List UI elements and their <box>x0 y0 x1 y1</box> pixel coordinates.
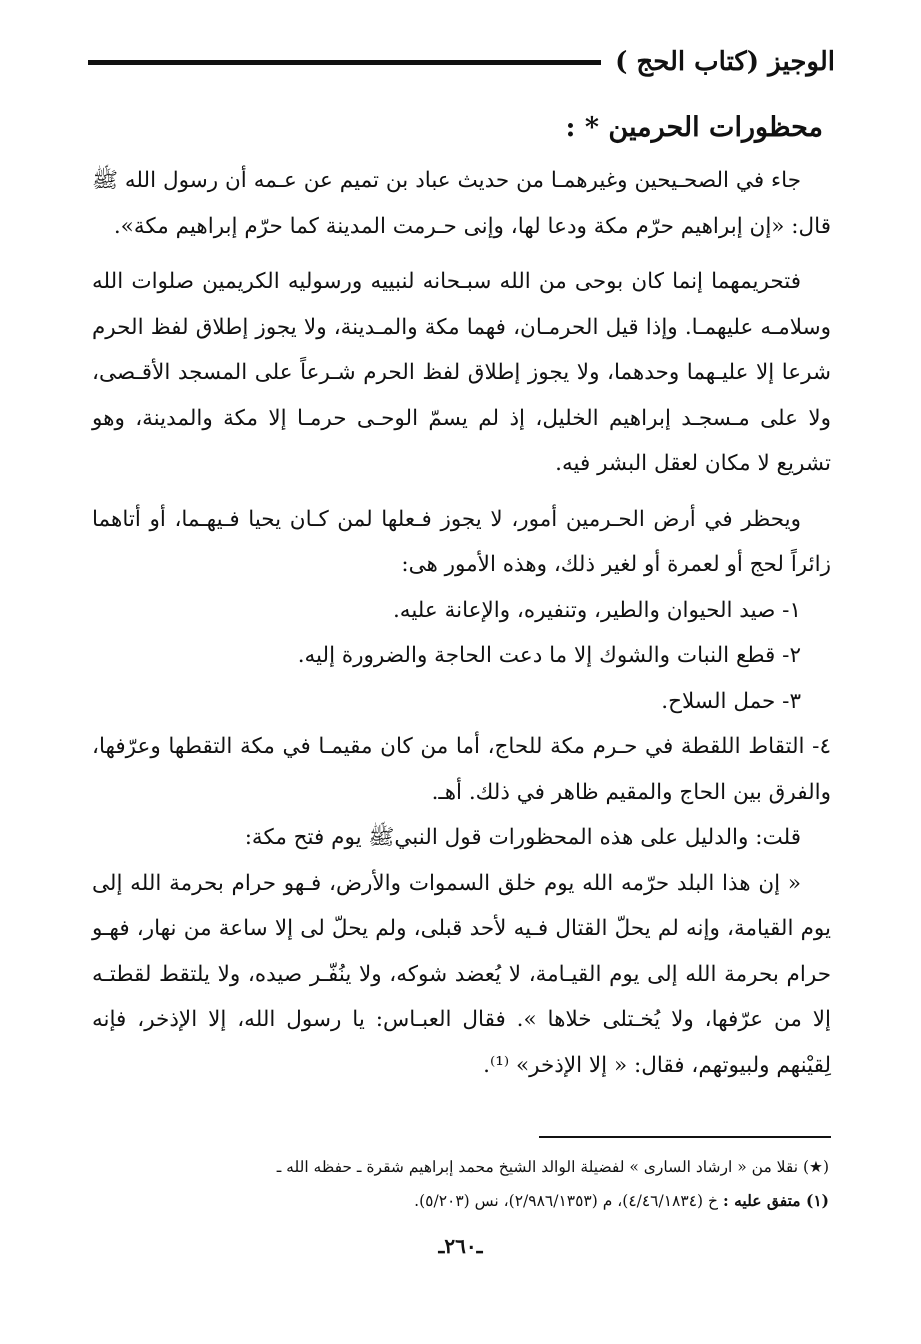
paragraph-hadith-quote: « إن هذا البلد حرّمه الله يوم خلق السموات والأرض، فـهو حرام بحرمة الله إلى يوم القيامة، وإنه لم يحلّ القتال فـيه لأحد قبلى، ولم يحلّ لى إلا ساعة من نهار، فهـو حرام بحرمة الله إلى يوم القيـامة، لا يُعضد شوكه، ولا ينُفّـر صيده، ولا يلتقط لقطتـه إلا من عرّفها، ولا يُخـتلى خلاها ». فقال العبـاس: يا رسول الله، إلا الإذخر، فإنه لِقيْنهم ولبيوتهم، فقال: « إلا الإذخر» ⁽¹⁾. <box>92 870 831 1078</box>
header-rule <box>88 60 601 65</box>
list-item-lost-property: ٤- التقاط اللقطة في حـرم مكة للحاج، أما من كان مقيمـا في مكة التقطها وعرّفها، والفرق بين الحاج والمقيم ظاهر في ذلك. أهـ. <box>92 734 831 805</box>
footnote-rule <box>539 1136 831 1138</box>
paragraph-prohibition-basis: فتحريمهما إنما كان بوحى من الله سبـحانه لنبييه ورسوليه الكريمين صلوات الله وسلامـه عليهمـا. وإذا قيل الحرمـان، فهما مكة والمـدينة، ولا يجوز إطلاق لفظ الحرم شرعا إلا عليـهما وحدهما، ولا يجوز إطلاق لفظ الحرم شـرعاً على المسجد الأقـصى، ولا على مـسجـد إبراهيم الخليل، إذ لم يسمّ الوحـى حرمـا إلا مكة والمدينة، وهو تشريع لا مكان لعقل البشر فيه. <box>92 269 831 476</box>
footnote-1-text: خ (٤/٤٦/١٨٣٤)، م (٢/٩٨٦/١٣٥٣)، نس (٥/٢٠٣). <box>414 1192 719 1210</box>
list-item-hunting: ١- صيد الحيوان والطير، وتنفيره، والإعانة عليه. <box>392 597 801 623</box>
running-header <box>88 42 835 82</box>
footnote-star: (★) نقلا من « ارشاد السارى » لفضيلة الوالد الشيخ محمد إبراهيم شقرة ـ حفظه الله ـ <box>276 1158 829 1176</box>
footnote-1-label: (١) متفق عليه : <box>722 1191 829 1210</box>
footnote-1 <box>92 1184 829 1218</box>
running-title: الوجيز (كتاب الحج ) <box>615 47 835 77</box>
page-number: ـ٢٦٠ـ <box>438 1234 483 1258</box>
footnotes <box>92 1150 829 1218</box>
body-text <box>92 158 831 1088</box>
list-item-plants: ٢- قطع النبات والشوك إلا ما دعت الحاجة والضرورة إليه. <box>297 643 801 668</box>
paragraph-evidence: قلت: والدليل على هذه المحظورات قول النبيﷺ يوم فتح مكة: <box>244 825 801 850</box>
paragraph-prohibited-matters: ويحظر في أرض الحـرمين أمور، لا يجوز فـعلها لمن كـان يحيا فـيهـما، أو أتاهما زائراً لحج أو لعمرة أو لغير ذلك، وهذه الأمور هى: <box>92 506 831 577</box>
list-item-weapons: ٣- حمل السلاح. <box>661 688 801 714</box>
paragraph-hadith-intro: جاء في الصحـيحين وغيرهمـا من حديث عباد بن تميم عن عـمه أن رسول الله ﷺ قال: «إن إبراهيم حرّم مكة ودعا لها، وإنى حـرمت المدينة كما حرّم إبراهيم مكة». <box>92 168 831 239</box>
section-title: محظورات الحرمين * : <box>565 112 823 143</box>
